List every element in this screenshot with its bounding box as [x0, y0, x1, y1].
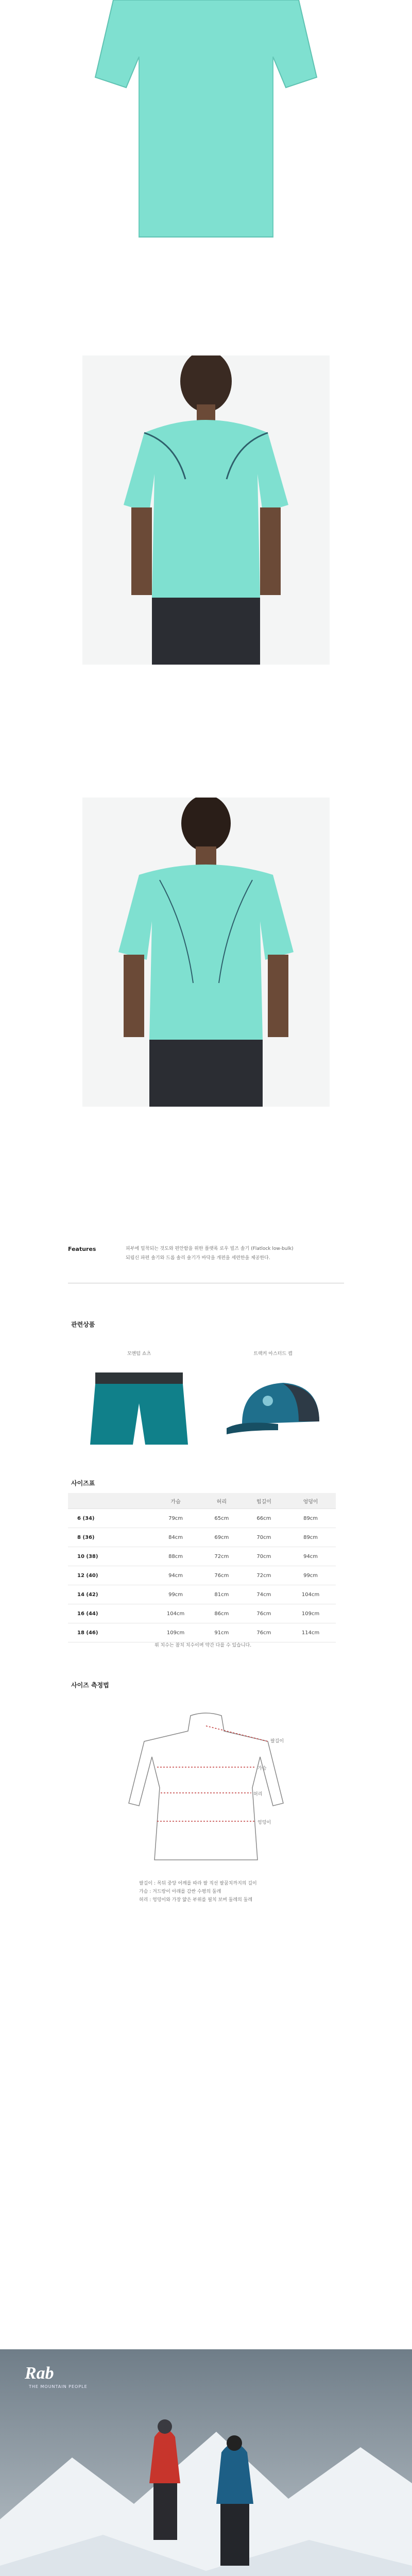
- measure-label-shoulder: 팔길이: [270, 1739, 284, 1744]
- table-row: [68, 1547, 336, 1566]
- table-header-row: [68, 1493, 336, 1509]
- features-section: [68, 1243, 356, 1274]
- table-cell: 86cm: [201, 1604, 243, 1623]
- table-cell: 70cm: [243, 1547, 285, 1566]
- table-cell: 104cm: [285, 1585, 336, 1604]
- table-cell: 66cm: [243, 1509, 285, 1528]
- measure-note: 팔길이 : 목뒤 중앙 어깨를 따라 팔 직선 팔꿈치까지의 길이: [139, 1881, 257, 1886]
- table-cell: 8 (36): [68, 1528, 150, 1547]
- table-cell: 109cm: [150, 1623, 201, 1642]
- features-label: Features: [68, 1246, 96, 1252]
- table-cell: 109cm: [285, 1604, 336, 1623]
- shorts-image: [88, 1372, 191, 1450]
- table-cell: 70cm: [243, 1528, 285, 1547]
- table-cell: 114cm: [285, 1623, 336, 1642]
- table-cell: 99cm: [285, 1566, 336, 1585]
- table-cell: 76cm: [201, 1566, 243, 1585]
- table-cell: 72cm: [201, 1547, 243, 1566]
- table-cell: 89cm: [285, 1528, 336, 1547]
- table-cell: 14 (42): [68, 1585, 150, 1604]
- related-item-shorts[interactable]: [82, 1350, 196, 1453]
- related-item-label: 트랙커 아스터드 캡: [253, 1351, 293, 1357]
- table-cell: 88cm: [150, 1547, 201, 1566]
- model-front-photo: [82, 355, 330, 665]
- table-cell: 94cm: [285, 1547, 336, 1566]
- table-cell: 76cm: [243, 1623, 285, 1642]
- table-cell: 69cm: [201, 1528, 243, 1547]
- table-cell: 99cm: [150, 1585, 201, 1604]
- table-cell: 94cm: [150, 1566, 201, 1585]
- table-cell: 18 (46): [68, 1623, 150, 1642]
- table-cell: 74cm: [243, 1585, 285, 1604]
- related-item-label: 모멘텀 쇼츠: [127, 1351, 151, 1357]
- table-cell: 12 (40): [68, 1566, 150, 1585]
- tshirt-flatlay-image: [82, 0, 330, 247]
- table-row: [68, 1528, 336, 1547]
- table-cell: 65cm: [201, 1509, 243, 1528]
- measure-note: 허리 : 엉덩이와 가장 얇은 부위를 필치 보며 둘레의 둘레: [139, 1897, 253, 1903]
- size-measure-title: 사이즈 측정법: [71, 1682, 109, 1689]
- table-cell: 89cm: [285, 1509, 336, 1528]
- measure-note: 가슴 : 겨드랑이 아래를 감싼 수평의 둘레: [139, 1889, 221, 1894]
- related-title: 관련상품: [71, 1321, 95, 1328]
- table-row: [68, 1566, 336, 1585]
- brand-banner-image: [0, 2349, 412, 2576]
- measure-label-waist: 허리: [253, 1792, 263, 1797]
- related-item-cap[interactable]: [216, 1350, 330, 1453]
- table-header: 힙길이: [243, 1493, 285, 1509]
- size-chart-note: 위 치수는 참치 치수이며 약간 다를 수 있습니다.: [154, 1643, 252, 1648]
- table-cell: 81cm: [201, 1585, 243, 1604]
- body-measure-diagram: [113, 1710, 299, 1865]
- model-back-photo: [82, 798, 330, 1107]
- table-header: 허리: [201, 1493, 243, 1509]
- measure-label-hip: 엉덩이: [258, 1820, 271, 1825]
- cap-image: [221, 1372, 324, 1450]
- table-cell: 76cm: [243, 1604, 285, 1623]
- table-cell: 16 (44): [68, 1604, 150, 1623]
- table-row: [68, 1623, 336, 1642]
- table-cell: 79cm: [150, 1509, 201, 1528]
- table-cell: 104cm: [150, 1604, 201, 1623]
- size-chart-title: 사이즈표: [71, 1480, 95, 1487]
- table-cell: 6 (34): [68, 1509, 150, 1528]
- table-cell: 91cm: [201, 1623, 243, 1642]
- table-header: 엉덩이: [285, 1493, 336, 1509]
- features-text-line1: 피부에 밀착되는 것도와 편안함을 위한 플랫록 로우 빌즈 솔기 (Flatlock low-bulk): [126, 1246, 294, 1251]
- table-cell: 10 (38): [68, 1547, 150, 1566]
- features-text-line2: 되림신 파편 솔기와 드롭 솔리 숄기가 바닥을 개편을 세련한을 제공한다.: [126, 1256, 270, 1261]
- table-row: [68, 1585, 336, 1604]
- banner-logo: Rab: [25, 2364, 54, 2383]
- size-table: [68, 1493, 336, 1642]
- banner-logo-sub: THE MOUNTAIN PEOPLE: [29, 2384, 88, 2389]
- table-row: [68, 1604, 336, 1623]
- table-row: [68, 1509, 336, 1528]
- table-header: 가슴: [150, 1493, 201, 1509]
- table-cell: 72cm: [243, 1566, 285, 1585]
- measure-label-chest: 가슴: [258, 1766, 267, 1771]
- table-cell: 84cm: [150, 1528, 201, 1547]
- table-header: [68, 1493, 150, 1509]
